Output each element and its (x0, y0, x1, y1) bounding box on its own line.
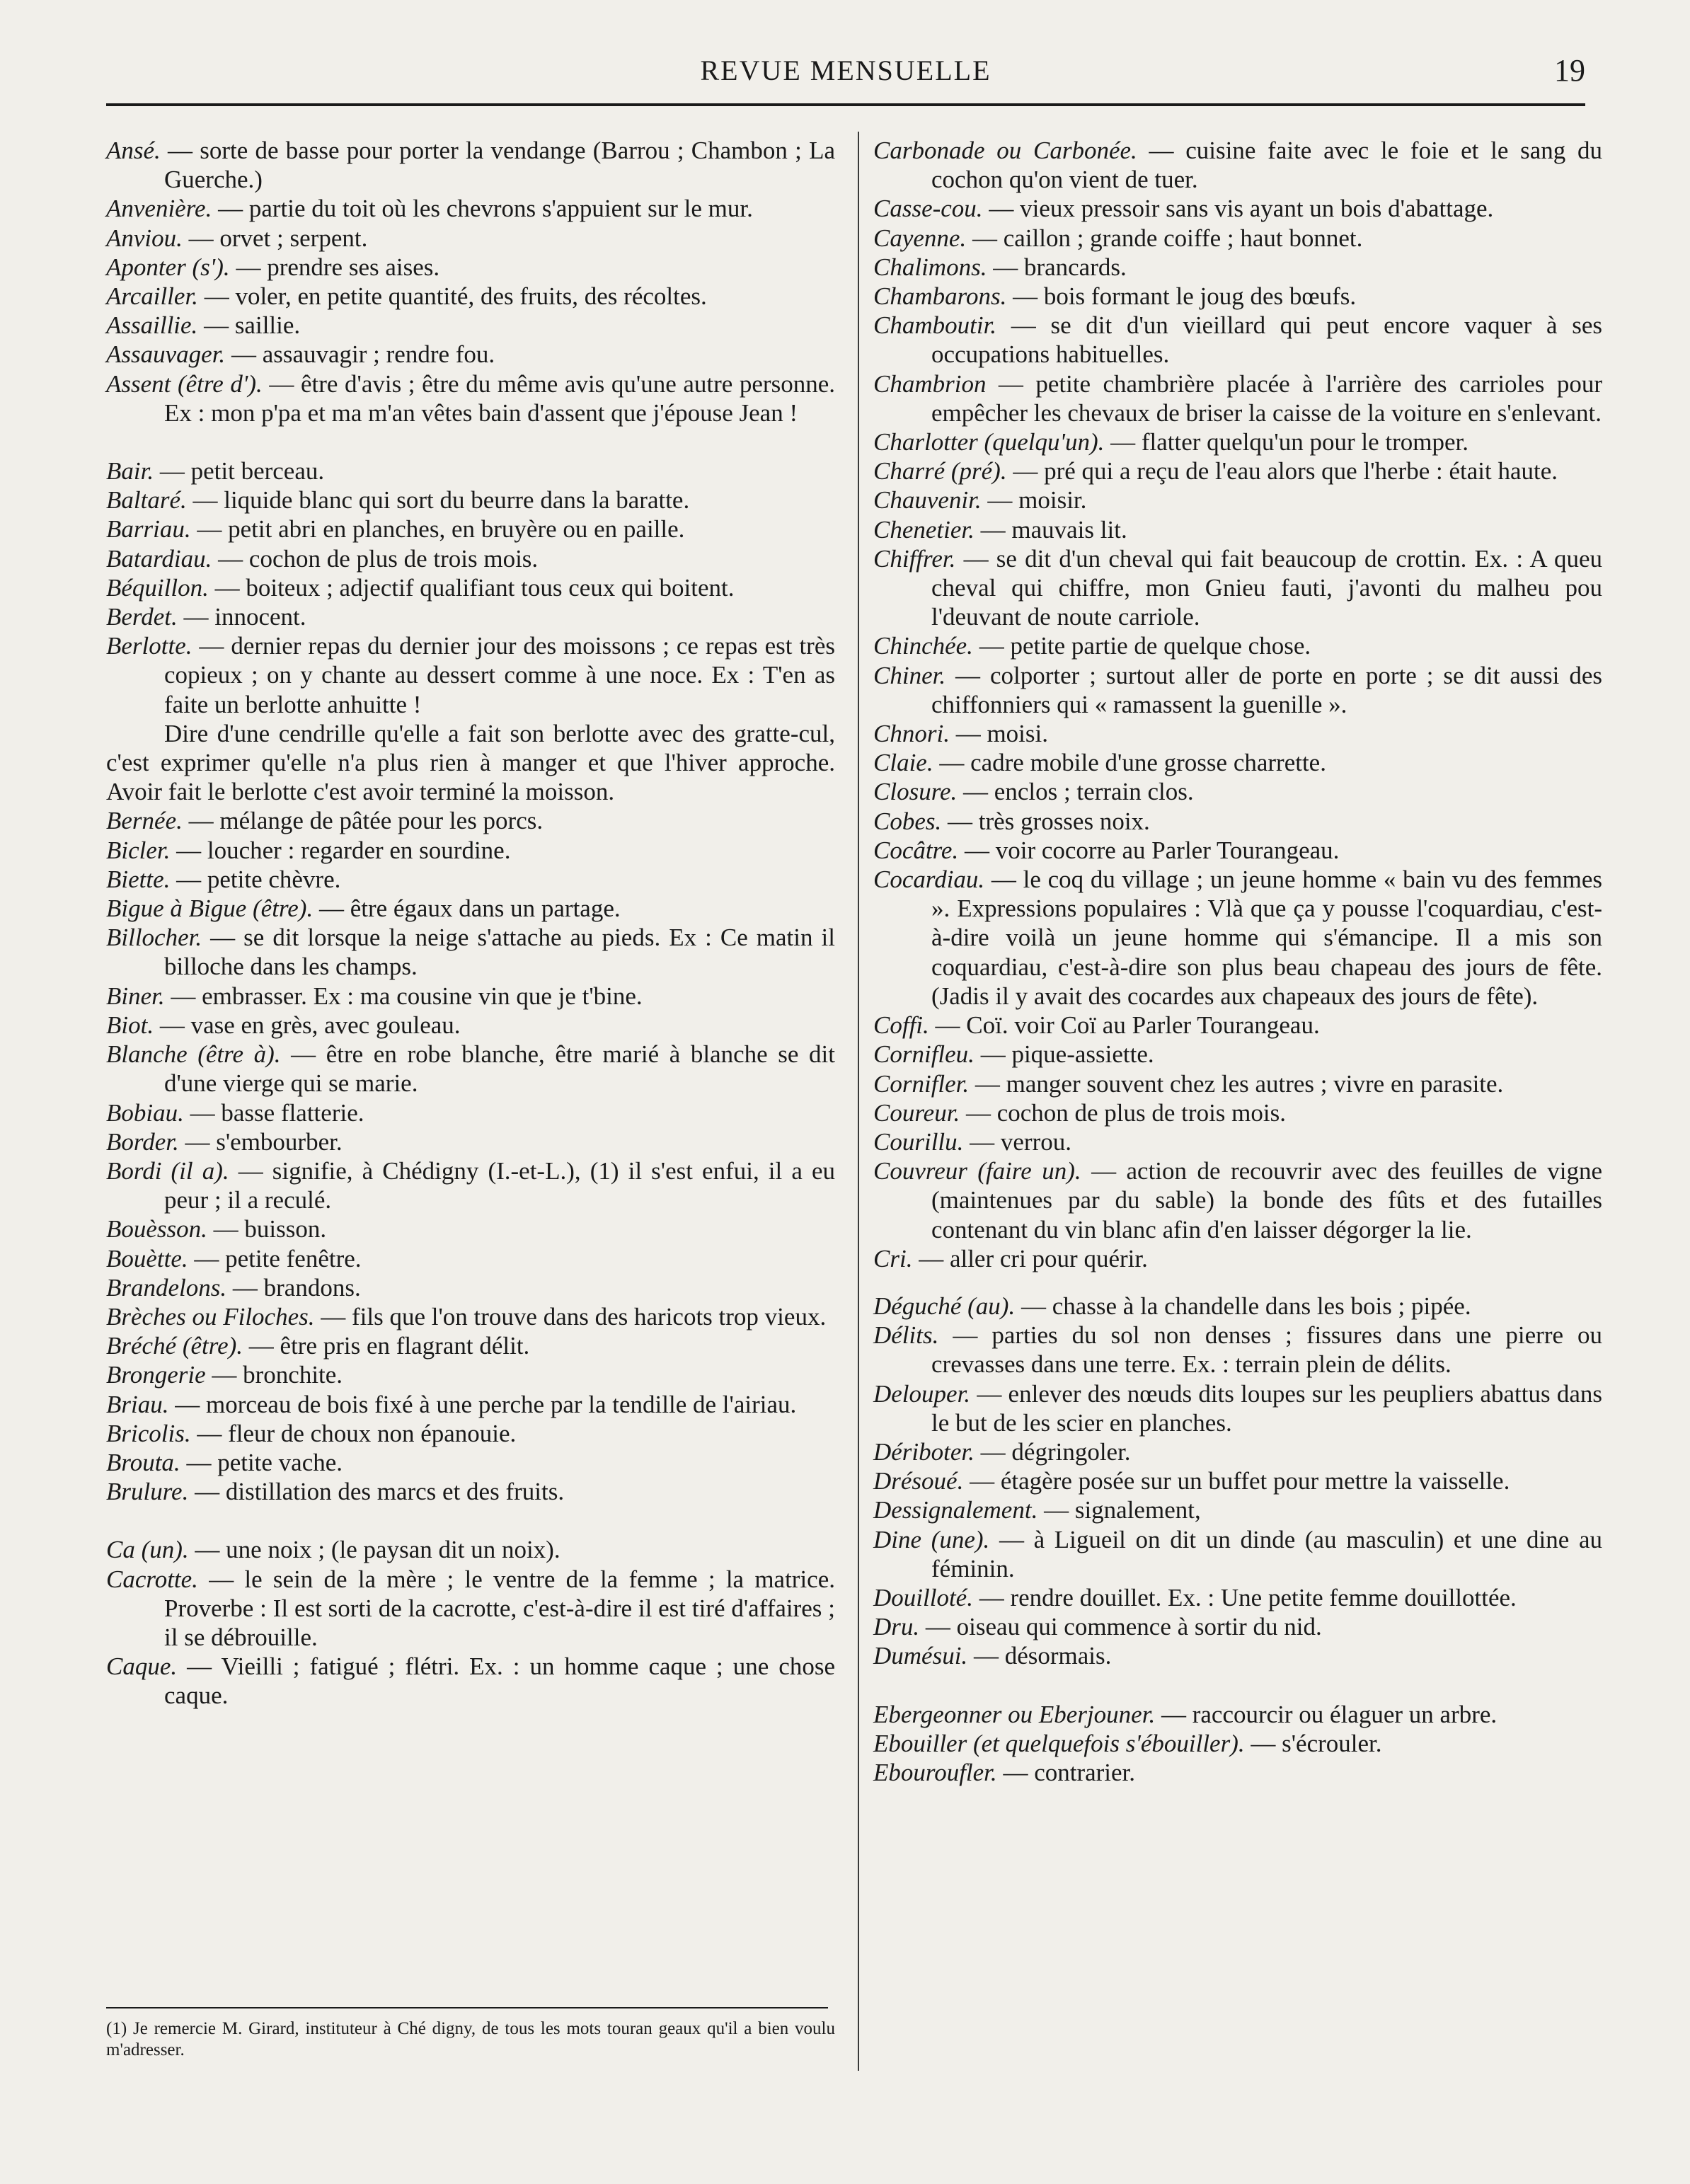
dictionary-entry (106, 485, 835, 515)
entry-term: Cri. (873, 1244, 919, 1272)
dictionary-entry (106, 1535, 835, 1564)
dictionary-entry (873, 1156, 1602, 1244)
dictionary-entry (106, 1331, 835, 1360)
running-title: REVUE MENSUELLE (700, 54, 991, 86)
entry-term: Batardiau. (106, 544, 219, 573)
entry-term: Bigue à Bigue (être). (106, 895, 319, 923)
entry-definition: — basse flatterie. (190, 1098, 364, 1127)
entry-term: Coffi. (873, 1011, 936, 1040)
dictionary-entry (106, 923, 835, 981)
entry-term: Chinchée. (873, 632, 979, 660)
entry-term: Dru. (873, 1613, 926, 1641)
entry-term: Ca (un). (106, 1536, 195, 1564)
section-gap (106, 427, 835, 456)
entry-definition: — action de recouvrir avec des feuilles de vigne (maintenues par du sable) la bonde des fûts et des futailles contenant du vin blanc afin d'en laisser dégorger la lie. (931, 1157, 1602, 1243)
dictionary-entry (106, 806, 835, 835)
entry-term: Caque. (106, 1653, 188, 1681)
entry-term: Brandelons. (106, 1273, 233, 1301)
entry-definition: — fleur de choux non épanouie. (197, 1419, 517, 1447)
entry-term: Drésoué. (873, 1467, 970, 1495)
entry-definition: — s'écrouler. (1251, 1729, 1382, 1757)
entry-term: Charré (pré). (873, 457, 1013, 485)
entry-term: Douilloté. (873, 1583, 979, 1611)
entry-term: Couvreur (faire un). (873, 1157, 1092, 1185)
entry-term: Delouper. (873, 1379, 977, 1408)
dictionary-entry (873, 836, 1602, 865)
dictionary-entry (873, 1011, 1602, 1040)
entry-term: Bricolis. (106, 1419, 197, 1447)
dictionary-entry (106, 602, 835, 631)
section-gap (106, 1506, 835, 1535)
entry-definition: — Coï. voir Coï au Parler Tourangeau. (935, 1011, 1320, 1040)
entry-definition: — sorte de basse pour porter la vendange (Barrou ; Chambon ; La Guerche.) (164, 137, 835, 194)
entry-term: Bernée. (106, 807, 189, 835)
dictionary-entry (106, 1011, 835, 1040)
entry-definition: — cochon de plus de trois mois. (965, 1098, 1286, 1127)
dictionary-entry (106, 369, 835, 427)
entry-definition: — loucher : regarder en sourdine. (176, 836, 511, 864)
entry-term: Anviou. (106, 224, 189, 252)
page-header (106, 48, 1585, 98)
entry-definition: — flatter quelqu'un pour le tromper. (1110, 428, 1469, 456)
entry-definition: — cochon de plus de trois mois. (218, 544, 539, 573)
entry-definition: — raccourcir ou élaguer un arbre. (1161, 1700, 1498, 1728)
dictionary-entry (106, 1390, 835, 1419)
entry-definition: — être d'avis ; être du même avis qu'une autre personne. Ex : mon p'pa et ma m'an vêtes bain d'assent que j'épouse Jean ! (164, 369, 835, 427)
dictionary-entry (873, 1379, 1602, 1437)
entries-e (873, 1700, 1602, 1788)
entry-definition: — le coq du village ; un jeune homme « bain vu des femmes ». Expressions populaires : Vlà que ça y pousse l'coquardiau, c'est-à-dire voilà un jeune homme qui s'émancipe. Il a mis son coquardiau, c'est-à-dire son plus beau chapeau des jours de fête. (Jadis il y avait des cocardes aux chapeaux des jours de fête). (931, 866, 1602, 1010)
entry-definition: — fils que l'on trouve dans des haricots trop vieux. (321, 1302, 827, 1330)
entry-definition: — morceau de bois fixé à une perche par la tendille de l'airiau. (175, 1390, 797, 1418)
entry-definition: — vase en grès, avec gouleau. (159, 1011, 461, 1039)
entry-definition: — s'embourber. (185, 1127, 343, 1156)
dictionary-entry (106, 1273, 835, 1302)
entry-term: Chalimons. (873, 253, 994, 281)
entry-definition: — petit berceau. (159, 457, 325, 485)
entry-term: Dine (une). (873, 1525, 999, 1553)
entry-definition: — vieux pressoir sans vis ayant un bois d'abattage. (989, 195, 1494, 223)
entry-definition: — prendre ses aises. (236, 253, 440, 281)
entry-definition: — buisson. (213, 1215, 327, 1243)
entry-term: Chiffrer. (873, 544, 964, 573)
section-gap (873, 1671, 1602, 1700)
entry-term: Ansé. (106, 137, 168, 164)
entry-definition: — colporter ; surtout aller de porte en porte ; se dit aussi des chiffonniers qui « ramassent la guenille ». (931, 661, 1602, 718)
entry-definition: — liquide blanc qui sort du beurre dans la baratte. (192, 486, 690, 515)
dictionary-entry (873, 1321, 1602, 1379)
dictionary-entry (873, 777, 1602, 806)
entry-term: Briau. (106, 1390, 176, 1418)
entry-definition: — signalement, (1044, 1496, 1201, 1524)
entry-term: Cornifler. (873, 1069, 975, 1098)
entry-term: Chenetier. (873, 515, 981, 544)
entry-term: Baltaré. (106, 486, 193, 515)
entry-definition: — le sein de la mère ; le ventre de la femme ; la matrice. Proverbe : Il est sorti de la cacrotte, c'est-à-dire il est tiré d'affaires ; il se débrouille. (164, 1565, 835, 1651)
dictionary-entry (106, 544, 835, 573)
entry-term: Assent (être d'). (106, 369, 270, 398)
entry-term: Béquillon. (106, 573, 215, 602)
dictionary-entry (873, 1040, 1602, 1069)
entry-term: Chambrion (873, 369, 999, 398)
entry-term: Chambarons. (873, 282, 1013, 311)
entry-term: Blanche (être à). (106, 1040, 292, 1069)
dictionary-entry (106, 1040, 835, 1098)
entry-term: Dumésui. (873, 1642, 974, 1670)
entry-definition: — petit abri en planches, en bruyère ou en paille. (197, 515, 685, 544)
dictionary-entry (106, 1156, 835, 1214)
page-number: 19 (1554, 53, 1585, 88)
entry-definition: — bronchite. (212, 1361, 343, 1389)
entry-term: Chauvenir. (873, 486, 988, 515)
entry-term: Berdet. (106, 603, 184, 631)
entry-term: Cobes. (873, 807, 948, 835)
entry-term: Bouètte. (106, 1244, 195, 1272)
entry-definition: — voir cocorre au Parler Tourangeau. (964, 836, 1340, 864)
entry-term: Bouèsson. (106, 1215, 214, 1243)
entry-term: Cayenne. (873, 224, 972, 252)
entry-definition: — enlever des nœuds dits loupes sur les peupliers abattus dans le but de les scier en planches. (931, 1379, 1602, 1437)
dictionary-entry (873, 1583, 1602, 1612)
entry-term: Brèches ou Filoches. (106, 1302, 321, 1330)
entry-definition: — parties du sol non denses ; fissures dans une pierre ou crevasses dans une terre. Ex. : terrain plein de délits. (931, 1321, 1602, 1379)
entry-definition: — mélange de pâtée pour les porcs. (188, 807, 544, 835)
entry-definition: — oiseau qui commence à sortir du nid. (925, 1613, 1322, 1641)
entry-definition: — brancards. (993, 253, 1127, 281)
dictionary-entry (873, 544, 1602, 632)
entry-definition: — désormais. (973, 1642, 1112, 1670)
dictionary-entry (873, 253, 1602, 282)
dictionary-entry (106, 1302, 835, 1331)
left-column (106, 136, 835, 1711)
dictionary-entry (873, 719, 1602, 748)
entry-definition: — assauvagir ; rendre fou. (231, 340, 495, 369)
entry-term: Biette. (106, 865, 177, 893)
dictionary-entry (873, 224, 1602, 253)
entry-definition: — enclos ; terrain clos. (963, 778, 1194, 806)
dictionary-entry (106, 515, 835, 544)
entry-definition: — très grosses noix. (948, 807, 1150, 835)
entry-term: Aponter (s'). (106, 253, 236, 281)
entry-definition: — moisir. (987, 486, 1087, 515)
entry-definition: — petite chambrière placée à l'arrière des carrioles pour empêcher les chevaux de briser la caisse de la voiture en s'enlevant. (931, 369, 1603, 427)
dictionary-entry (106, 224, 835, 253)
entry-term: Délits. (873, 1321, 953, 1350)
dictionary-entry (106, 456, 835, 485)
dictionary-entry (873, 1612, 1602, 1641)
dictionary-entry (106, 253, 835, 282)
dictionary-entry (106, 1098, 835, 1127)
entry-definition: — partie du toit où les chevrons s'appuient sur le mur. (218, 195, 753, 223)
entry-term: Dériboter. (873, 1437, 981, 1466)
dictionary-entry (873, 456, 1602, 485)
dictionary-entry (873, 1098, 1602, 1127)
entry-definition: — être pris en flagrant délit. (248, 1332, 530, 1360)
dictionary-entry (873, 865, 1602, 1011)
dictionary-entry (873, 1700, 1602, 1729)
entry-term: Anvenière. (106, 195, 219, 223)
dictionary-entry (106, 1652, 835, 1710)
entry-term: Déguché (au). (873, 1292, 1021, 1320)
dictionary-entry (873, 1525, 1602, 1583)
entry-definition: — se dit d'un cheval qui fait beaucoup de crottin. Ex. : A queu cheval qui chiffre, mon Gnieu fauti, j'avonti du malheu pou l'deuvant de noute carriole. (931, 544, 1602, 631)
entry-term: Brulure. (106, 1478, 195, 1506)
entry-definition: — dégringoler. (980, 1437, 1131, 1466)
entry-term: Ebouiller (et quelquefois s'ébouiller). (873, 1729, 1251, 1757)
entry-definition: — brandons. (232, 1273, 361, 1301)
entry-definition: — distillation des marcs et des fruits. (195, 1478, 565, 1506)
dictionary-entry (106, 631, 835, 719)
dictionary-entry (106, 1565, 835, 1653)
entry-definition: — dernier repas du dernier jour des moissons ; ce repas est très copieux ; on y chante au dessert comme à une noce. Ex : T'en as faite un berlotte anhuitte ! (164, 632, 835, 718)
entry-definition: — verrou. (970, 1127, 1071, 1156)
dictionary-entry (106, 311, 835, 340)
entry-definition: — signifie, à Chédigny (I.-et-L.), (1) il s'est enfui, il a eu peur ; il a reculé. (164, 1156, 835, 1214)
entry-term: Cacrotte. (106, 1565, 209, 1593)
entry-definition: — une noix ; (le paysan dit un noix). (195, 1536, 561, 1564)
entry-definition: — manger souvent chez les autres ; vivre en parasite. (975, 1069, 1504, 1098)
entry-term: Closure. (873, 778, 964, 806)
entry-definition: — innocent. (183, 603, 306, 631)
entry-definition: — cadre mobile d'une grosse charrette. (939, 749, 1326, 777)
entry-term: Casse-cou. (873, 195, 989, 223)
entry-term: Billocher. (106, 924, 211, 952)
dictionary-entry (106, 1127, 835, 1156)
dictionary-entry (106, 1448, 835, 1477)
entry-definition: — moisi. (955, 720, 1048, 748)
entry-definition: — petite chèvre. (176, 865, 341, 893)
dictionary-entry (106, 1419, 835, 1448)
dictionary-entry (106, 194, 835, 223)
dictionary-entry (873, 369, 1602, 427)
entry-definition: — à Ligueil on dit un dinde (au masculin) et une dine au féminin. (931, 1525, 1602, 1582)
dictionary-entry (106, 573, 835, 602)
entries-b-continued (106, 806, 835, 1506)
dictionary-entry (873, 282, 1602, 311)
entry-term: Charlotter (quelqu'un). (873, 428, 1111, 456)
dictionary-entry (106, 1360, 835, 1389)
entry-definition: — pique-assiette. (980, 1040, 1154, 1069)
entry-term: Cornifleu. (873, 1040, 981, 1069)
dictionary-entry (873, 1244, 1602, 1273)
entry-definition: — voler, en petite quantité, des fruits, des récoltes. (204, 282, 707, 311)
entry-term: Dessignalement. (873, 1496, 1045, 1524)
berlotte-note: Dire d'une cendrille qu'elle a fait son berlotte avec des gratte-cul, c'est exprimer qu'elle n'a plus rien à manger et que l'hiver approche. Avoir fait le berlotte c'est avoir terminé la moisson. (106, 719, 835, 806)
entry-term: Cocardiau. (873, 866, 991, 894)
entry-term: Brongerie (106, 1361, 212, 1389)
dictionary-entry (873, 661, 1602, 719)
column-rule (858, 132, 859, 2071)
dictionary-entry (106, 894, 835, 923)
dictionary-entry (873, 1495, 1602, 1524)
entries-c (106, 1535, 835, 1710)
entries-b (106, 456, 835, 719)
entry-term: Assaillie. (106, 311, 205, 340)
entry-definition: — cuisine faite avec le foie et le sang du cochon qu'on vient de tuer. (931, 137, 1602, 194)
entry-definition: — boiteux ; adjectif qualifiant tous ceux qui boitent. (214, 573, 735, 602)
entry-term: Ebergeonner ou Eberjouner. (873, 1700, 1161, 1728)
entries-a (106, 136, 835, 427)
dictionary-entry (873, 748, 1602, 777)
dictionary-entry (873, 485, 1602, 515)
header-rule (106, 103, 1585, 106)
dictionary-entry (106, 340, 835, 369)
entry-definition: — caillon ; grande coiffe ; haut bonnet. (972, 224, 1363, 252)
entry-term: Chnori. (873, 720, 956, 748)
entry-definition: — orvet ; serpent. (188, 224, 368, 252)
dictionary-entry (873, 311, 1602, 369)
entry-definition: — mauvais lit. (980, 515, 1127, 544)
dictionary-entry (873, 807, 1602, 836)
entry-definition: — contrarier. (1003, 1758, 1136, 1786)
entry-term: Berlotte. (106, 632, 200, 660)
entry-term: Brouta. (106, 1448, 187, 1476)
entry-definition: — étagère posée sur un buffet pour mettre la vaisselle. (970, 1467, 1510, 1495)
entry-definition: — aller cri pour quérir. (919, 1244, 1148, 1272)
entry-term: Claie. (873, 749, 940, 777)
dictionary-entry (106, 1477, 835, 1506)
dictionary-entry (873, 1641, 1602, 1670)
dictionary-entry (873, 1127, 1602, 1156)
dictionary-entry (873, 1437, 1602, 1466)
entries-d (873, 1292, 1602, 1671)
entry-term: Cocâtre. (873, 836, 965, 864)
entry-term: Chamboutir. (873, 311, 1011, 340)
entries-c-continued (873, 136, 1602, 1273)
footnote: (1) Je remercie M. Girard, instituteur à Ché digny, de tous les mots touran geaux qu'il a bien voulu m'adresser. (106, 2019, 835, 2059)
dictionary-entry (106, 982, 835, 1011)
entry-definition: — être en robe blanche, être marié à blanche se dit d'une vierge qui se marie. (164, 1040, 835, 1098)
dictionary-entry (873, 631, 1602, 660)
entry-definition: — se dit lorsque la neige s'attache au pieds. Ex : Ce matin il billoche dans les champs. (164, 924, 835, 981)
right-column (873, 136, 1602, 1787)
entry-term: Barriau. (106, 515, 197, 544)
section-gap (873, 1273, 1602, 1292)
dictionary-entry (873, 427, 1602, 456)
dictionary-entry (106, 836, 835, 865)
dictionary-entry (873, 1466, 1602, 1495)
entry-term: Biot. (106, 1011, 160, 1039)
entry-term: Arcailler. (106, 282, 205, 311)
dictionary-entry (106, 136, 835, 194)
entry-term: Bicler. (106, 836, 177, 864)
dictionary-entry (873, 194, 1602, 223)
dictionary-entry (106, 1244, 835, 1273)
entry-definition: — petite vache. (186, 1448, 343, 1476)
entry-term: Bobiau. (106, 1098, 190, 1127)
entry-definition: — pré qui a reçu de l'eau alors que l'herbe : était haute. (1013, 457, 1558, 485)
entry-term: Carbonade ou Carbonée. (873, 137, 1149, 164)
entry-definition: — embrasser. Ex : ma cousine vin que je t'bine. (171, 982, 643, 1010)
dictionary-entry (873, 1069, 1602, 1098)
entry-term: Assauvager. (106, 340, 231, 369)
dictionary-entry (106, 865, 835, 894)
entry-definition: — chasse à la chandelle dans les bois ; pipée. (1021, 1292, 1471, 1320)
footnote-rule (106, 2007, 828, 2008)
dictionary-entry (873, 1758, 1602, 1787)
entry-definition: — rendre douillet. Ex. : Une petite femme douillottée. (979, 1583, 1517, 1611)
dictionary-entry (873, 1292, 1602, 1321)
entry-definition: — Vieilli ; fatigué ; flétri. Ex. : un homme caque ; une chose caque. (164, 1653, 835, 1710)
dictionary-entry (106, 282, 835, 311)
entry-definition: — petite partie de quelque chose. (979, 632, 1311, 660)
entry-term: Border. (106, 1127, 185, 1156)
dictionary-entry (873, 1729, 1602, 1758)
entry-definition: — bois formant le joug des bœufs. (1013, 282, 1357, 311)
entry-term: Bordi (il a). (106, 1156, 238, 1185)
entry-term: Chiner. (873, 661, 956, 689)
entry-definition: — se dit d'un vieillard qui peut encore vaquer à ses occupations habituelles. (931, 311, 1603, 369)
dictionary-entry (106, 1214, 835, 1243)
entry-definition: — petite fenêtre. (194, 1244, 362, 1272)
entry-definition: — être égaux dans un partage. (318, 895, 621, 923)
entry-term: Biner. (106, 982, 171, 1010)
entry-term: Bair. (106, 457, 160, 485)
entry-definition: — saillie. (204, 311, 301, 340)
entry-term: Courillu. (873, 1127, 970, 1156)
entry-term: Bréché (être). (106, 1332, 249, 1360)
dictionary-entry (873, 515, 1602, 544)
dictionary-entry (873, 136, 1602, 194)
entry-term: Coureur. (873, 1098, 966, 1127)
entry-term: Ebouroufler. (873, 1758, 1004, 1786)
